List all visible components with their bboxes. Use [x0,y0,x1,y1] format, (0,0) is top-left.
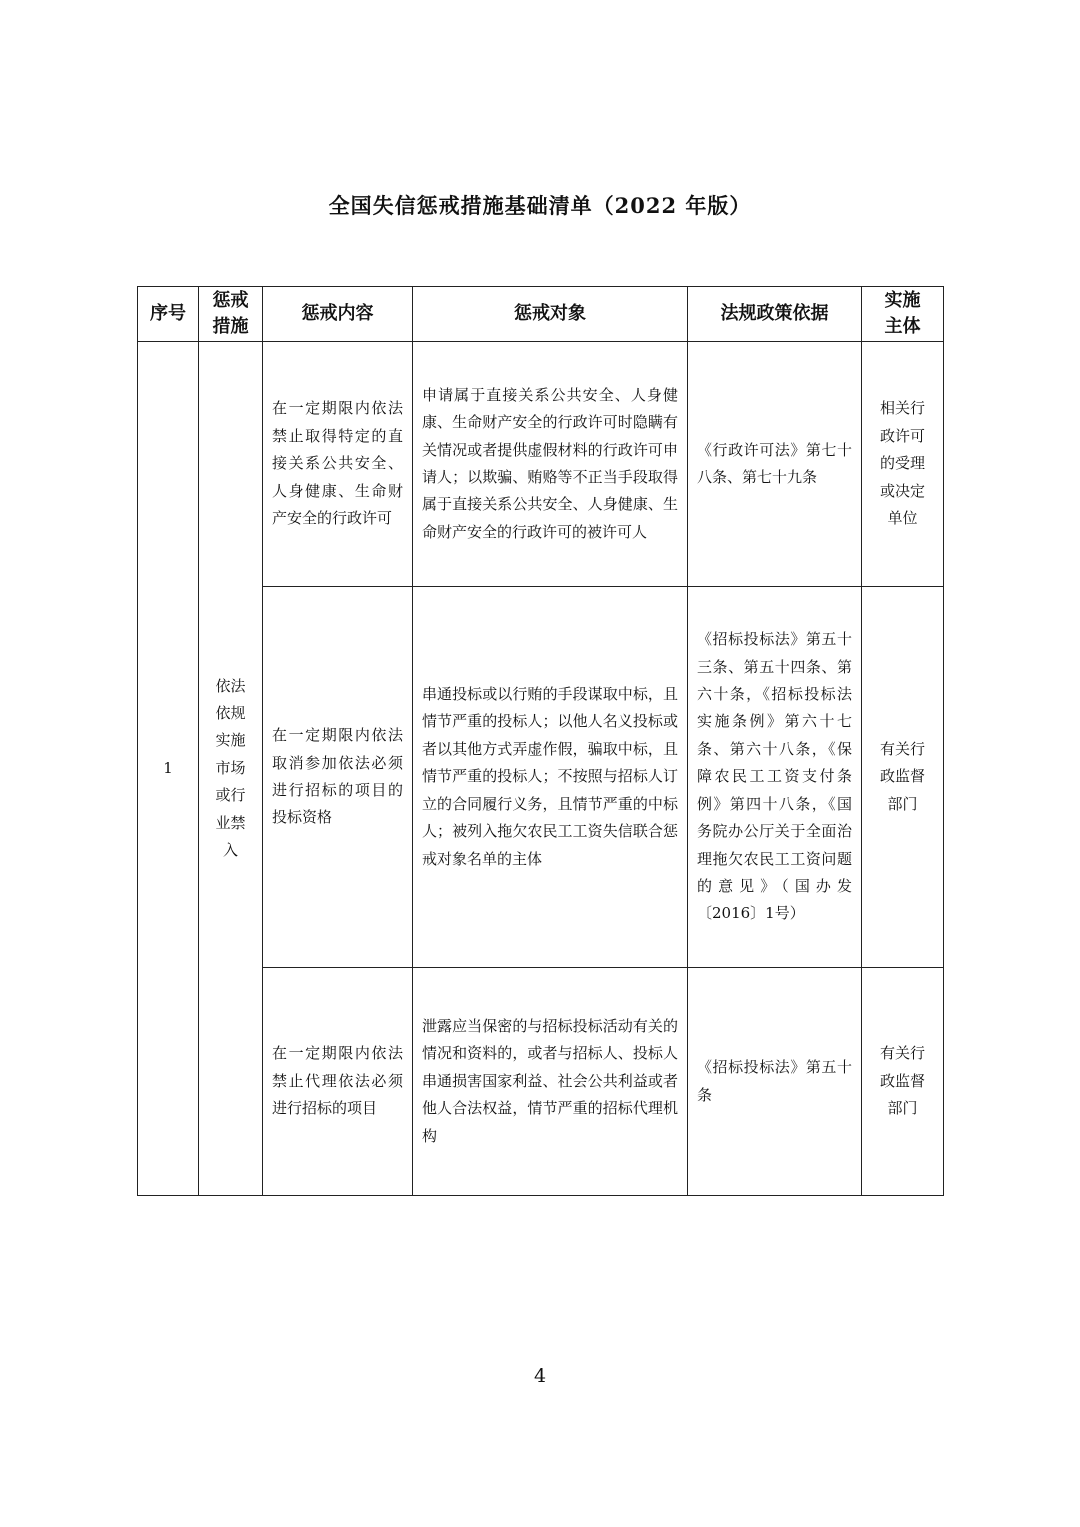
table-row [138,342,944,587]
target-cell: 申请属于直接关系公共安全、人身健康、生命财产安全的行政许可时隐瞒有关情况或者提供虚假材料的行政许可申请人；以欺骗、贿赂等不正当手段取得属于直接关系公共安全、人身健康、生命财产安全的行政许可的被许可人 [413,342,688,587]
seq-cell: 1 [138,342,199,1196]
subject-cell: 有关行 政监督 部门 [862,587,944,968]
header-measure: 惩戒 措施 [199,287,263,342]
basis-cell: 《招标投标法》第五十条 [688,968,862,1196]
subject-cell: 有关行 政监督 部门 [862,968,944,1196]
header-content: 惩戒内容 [263,287,413,342]
measure-cell: 依法 依规 实施 市场 或行 业禁 入 [199,342,263,1196]
basis-cell: 《招标投标法》第五十三条、第五十四条、第六十条，《招标投标法实施条例》第六十七条、第六十八条，《保障农民工工资支付条例》第四十八条，《国务院办公厅关于全面治理拖欠农民工工资问题的意见》（国办发〔2016〕1号） [688,587,862,968]
header-target: 惩戒对象 [413,287,688,342]
content-cell: 在一定期限内依法禁止取得特定的直接关系公共安全、人身健康、生命财产安全的行政许可 [263,342,413,587]
subject-cell: 相关行 政许可 的受理 或决定 单位 [862,342,944,587]
page-title: 全国失信惩戒措施基础清单（2022 年版） [328,193,752,218]
header-seq: 序号 [138,287,199,342]
measures-table [137,286,944,1196]
content-cell: 在一定期限内依法禁止代理依法必须进行招标的项目 [263,968,413,1196]
page-number: 4 [533,1365,547,1387]
target-cell: 串通投标或以行贿的手段谋取中标，且情节严重的投标人；以他人名义投标或者以其他方式弄虚作假，骗取中标，且情节严重的投标人；不按照与招标人订立的合同履行义务，且情节严重的中标人；被列入拖欠农民工工资失信联合惩戒对象名单的主体 [413,587,688,968]
header-basis: 法规政策依据 [688,287,862,342]
content-cell: 在一定期限内依法取消参加依法必须进行招标的项目的投标资格 [263,587,413,968]
basis-cell: 《行政许可法》第七十八条、第七十九条 [688,342,862,587]
table-header-row [138,287,944,342]
header-subject: 实施 主体 [862,287,944,342]
target-cell: 泄露应当保密的与招标投标活动有关的情况和资料的，或者与招标人、投标人串通损害国家利益、社会公共利益或者他人合法权益，情节严重的招标代理机构 [413,968,688,1196]
